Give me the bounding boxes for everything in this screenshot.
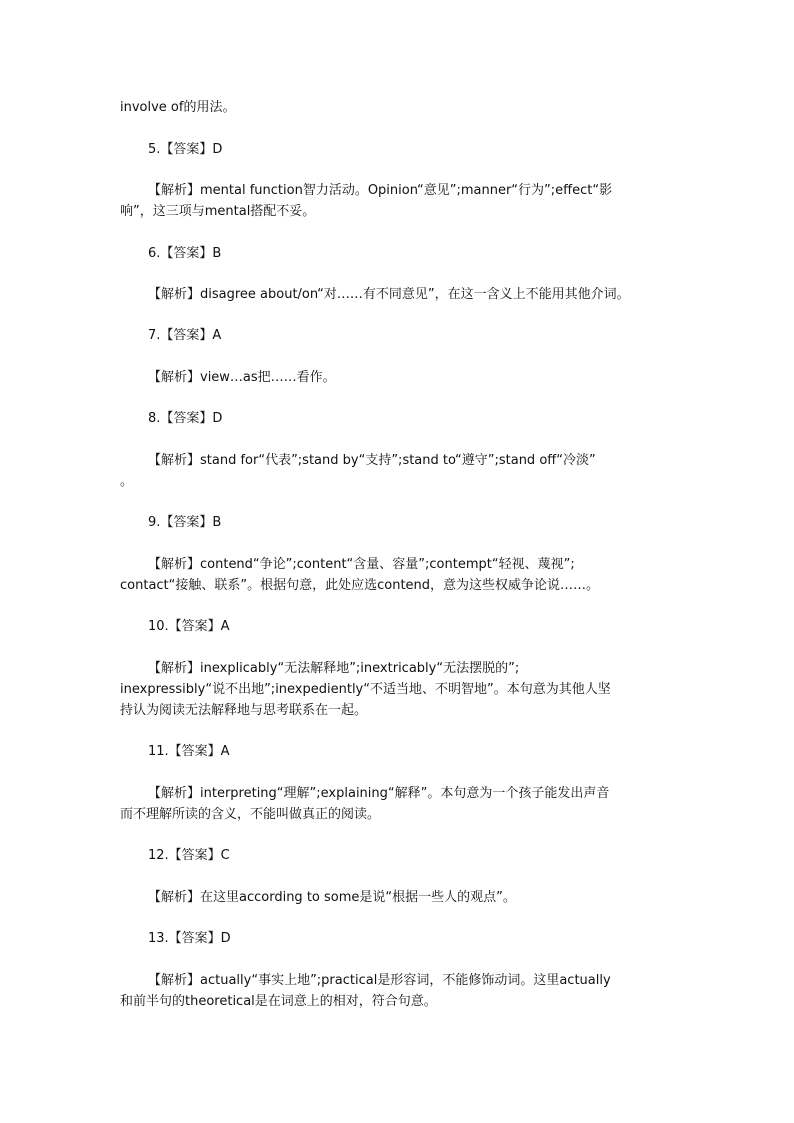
- text-line: involve of的用法。: [120, 100, 236, 115]
- answer-heading: 7.【答案】A: [148, 328, 222, 343]
- answer-heading: 6.【答案】B: [148, 246, 222, 261]
- explanation-line: 【解析】contend“争论”;content“含量、容量”;contempt“轻视、蔑视”;: [148, 557, 575, 572]
- explanation-line: 持认为阅读无法解释地与思考联系在一起。: [120, 703, 368, 718]
- answer-heading: 13.【答案】D: [148, 931, 231, 946]
- explanation-line: 【解析】interpreting“理解”;explaining“解释”。本句意为一个孩子能发出声音: [148, 786, 610, 801]
- explanation-line: inexpressibly“说不出地”;inexpediently“不适当地、不明智地”。本句意为其他人坚: [120, 682, 611, 697]
- explanation-line: 【解析】actually“事实上地”;practical是形容词，不能修饰动词。这里actually: [148, 973, 611, 988]
- answer-heading: 10.【答案】A: [148, 619, 230, 634]
- explanation-line: 响”，这三项与mental搭配不妥。: [120, 204, 316, 219]
- explanation-line: 【解析】inexplicably“无法解释地”;inextricably“无法摆脱的”;: [148, 661, 520, 676]
- answer-heading: 12.【答案】C: [148, 848, 230, 863]
- answer-heading: 8.【答案】D: [148, 411, 223, 426]
- explanation-line: 【解析】view…as把……看作。: [148, 370, 336, 385]
- answer-heading: 11.【答案】A: [148, 744, 230, 759]
- explanation-line: 【解析】disagree about/on“对……有不同意见”，在这一含义上不能用其他介词。: [148, 287, 630, 302]
- explanation-line: 。: [120, 474, 134, 489]
- answer-heading: 9.【答案】B: [148, 515, 222, 530]
- explanation-line: contact“接触、联系”。根据句意，此处应选contend，意为这些权威争论说……。: [120, 578, 600, 593]
- explanation-line: 【解析】mental function智力活动。Opinion“意见”;manner“行为”;effect“影: [148, 183, 613, 198]
- explanation-line: 【解析】在这里according to some是说“根据一些人的观点”。: [148, 890, 516, 905]
- explanation-line: 而不理解所读的含义，不能叫做真正的阅读。: [120, 807, 381, 822]
- explanation-line: 【解析】stand for“代表”;stand by“支持”;stand to“遵守”;stand off“冷淡”: [148, 453, 596, 468]
- explanation-line: 和前半句的theoretical是在词意上的相对，符合句意。: [120, 994, 437, 1009]
- answer-heading: 5.【答案】D: [148, 142, 223, 157]
